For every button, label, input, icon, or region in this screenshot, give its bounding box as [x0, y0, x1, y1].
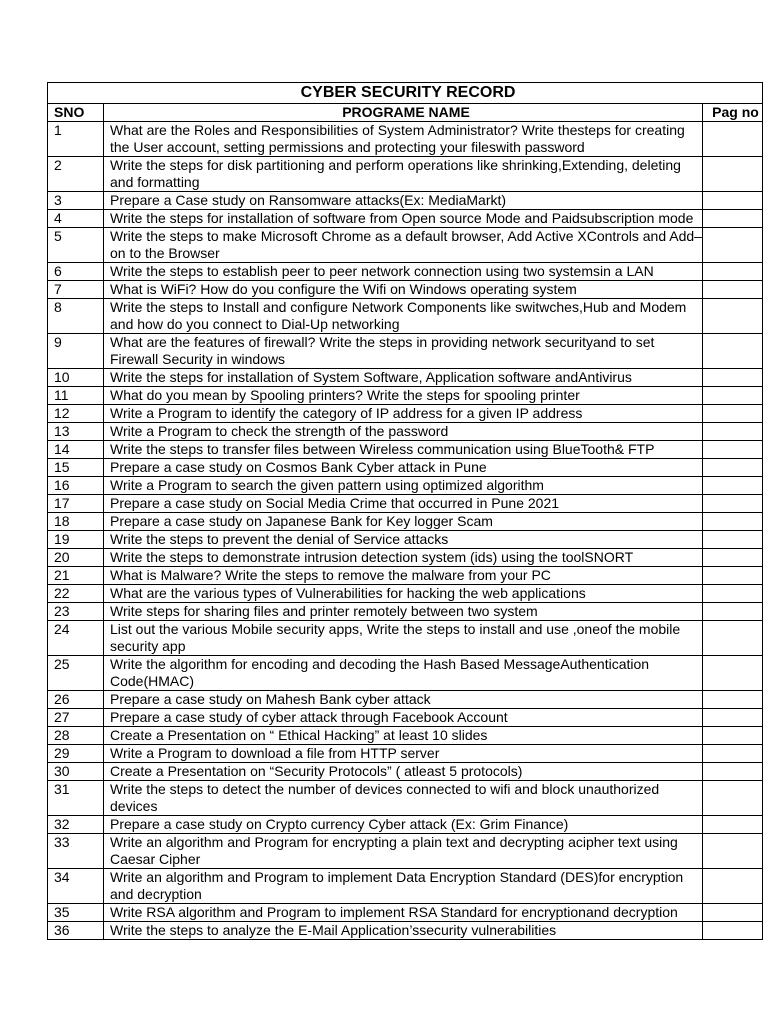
row-programe-name-cell	[104, 745, 703, 763]
row-programe-name-cell	[104, 621, 703, 656]
row-programe-name-cell	[104, 834, 703, 869]
row-programe-name-cell	[104, 387, 703, 405]
row-page-no	[703, 904, 763, 922]
row-sno: 28	[48, 727, 104, 745]
row-page-no	[703, 549, 763, 567]
row-programe-name: Prepare a case study on Mahesh Bank cyber attack	[110, 691, 431, 707]
row-programe-name: Write RSA algorithm and Program to implement RSA Standard for encryptionand decryption	[110, 904, 678, 920]
row-sno: 14	[48, 441, 104, 459]
row-programe-name-cell	[104, 781, 703, 816]
table-row	[48, 727, 763, 745]
row-page-no	[703, 781, 763, 816]
row-programe-name: Prepare a case study on Cosmos Bank Cyber attack in Pune	[110, 459, 487, 475]
row-programe-name-cell	[104, 691, 703, 709]
table-row	[48, 781, 763, 816]
row-sno: 5	[48, 228, 104, 263]
table-row	[48, 495, 763, 513]
row-sno: 16	[48, 477, 104, 495]
row-programe-name: Prepare a case study on Japanese Bank for Key logger Scam	[110, 513, 493, 529]
table-row	[48, 405, 763, 423]
table-row	[48, 904, 763, 922]
row-programe-name-cell	[104, 477, 703, 495]
row-sno: 1	[48, 122, 104, 157]
row-programe-name-cell	[104, 549, 703, 567]
row-sno: 15	[48, 459, 104, 477]
row-page-no	[703, 585, 763, 603]
row-page-no	[703, 727, 763, 745]
table-row	[48, 122, 763, 157]
row-sno: 13	[48, 423, 104, 441]
cyber-security-record-table	[47, 82, 763, 940]
row-page-no	[703, 299, 763, 334]
row-programe-name-cell	[104, 656, 703, 691]
row-page-no	[703, 459, 763, 477]
row-programe-name: Write the steps to Install and configure Network Components like switwches,Hub and Modem and how do you connect to Dial-Up networking	[110, 299, 687, 332]
row-programe-name-cell	[104, 228, 703, 263]
row-programe-name: Write the steps to transfer files between Wireless communication using BlueTooth& FTP	[110, 441, 655, 457]
row-programe-name-cell	[104, 585, 703, 603]
row-page-no	[703, 691, 763, 709]
row-programe-name-cell	[104, 459, 703, 477]
row-programe-name: Write the steps to prevent the denial of Service attacks	[110, 531, 449, 547]
row-programe-name: List out the various Mobile security apps, Write the steps to install and use ,oneof the mobile security app	[110, 621, 681, 654]
row-page-no	[703, 387, 763, 405]
row-programe-name: What do you mean by Spooling printers? Write the steps for spooling printer	[110, 387, 580, 403]
row-programe-name: Write the algorithm for encoding and decoding the Hash Based MessageAuthentication Code(HMAC)	[110, 656, 650, 689]
row-programe-name-cell	[104, 567, 703, 585]
row-programe-name-cell	[104, 495, 703, 513]
row-page-no	[703, 869, 763, 904]
row-programe-name: Write the steps for installation of System Software, Application software andAntivirus	[110, 369, 632, 385]
table-row	[48, 157, 763, 192]
table-row	[48, 423, 763, 441]
table-row	[48, 691, 763, 709]
row-page-no	[703, 621, 763, 656]
row-sno: 8	[48, 299, 104, 334]
row-programe-name-cell	[104, 513, 703, 531]
row-sno: 30	[48, 763, 104, 781]
table-row	[48, 531, 763, 549]
row-sno: 3	[48, 192, 104, 210]
row-sno: 21	[48, 567, 104, 585]
row-page-no	[703, 122, 763, 157]
row-programe-name: What are the various types of Vulnerabilities for hacking the web applications	[110, 585, 586, 601]
row-sno: 34	[48, 869, 104, 904]
row-programe-name: Write a Program to download a file from HTTP server	[110, 745, 440, 761]
row-programe-name: Write the steps to analyze the E-Mail Application’ssecurity vulnerabilities	[110, 922, 557, 938]
row-page-no	[703, 192, 763, 210]
row-sno: 26	[48, 691, 104, 709]
row-sno: 22	[48, 585, 104, 603]
row-programe-name-cell	[104, 192, 703, 210]
table-row	[48, 263, 763, 281]
row-page-no	[703, 405, 763, 423]
row-programe-name: Write the steps to make Microsoft Chrome as a default browser, Add Active XControls and Add–on to the Browser	[110, 228, 702, 261]
row-sno: 35	[48, 904, 104, 922]
row-programe-name-cell	[104, 423, 703, 441]
row-page-no	[703, 834, 763, 869]
table-row	[48, 656, 763, 691]
row-programe-name-cell	[104, 922, 703, 940]
row-programe-name: Write a Program to check the strength of the password	[110, 423, 449, 439]
row-page-no	[703, 477, 763, 495]
row-programe-name-cell	[104, 281, 703, 299]
row-sno: 36	[48, 922, 104, 940]
row-programe-name: Create a Presentation on “ Ethical Hacking” at least 10 slides	[110, 727, 488, 743]
row-sno: 7	[48, 281, 104, 299]
table-row	[48, 477, 763, 495]
row-programe-name: What is WiFi? How do you configure the Wifi on Windows operating system	[110, 281, 577, 297]
row-programe-name-cell	[104, 263, 703, 281]
row-sno: 20	[48, 549, 104, 567]
row-programe-name: Write an algorithm and Program for encrypting a plain text and decrypting acipher text using Caesar Cipher	[110, 834, 678, 867]
row-programe-name-cell	[104, 869, 703, 904]
row-programe-name: What is Malware? Write the steps to remove the malware from your PC	[110, 567, 551, 583]
row-programe-name-cell	[104, 405, 703, 423]
row-programe-name: Prepare a case study on Social Media Crime that occurred in Pune 2021	[110, 495, 560, 511]
table-row	[48, 709, 763, 727]
row-page-no	[703, 922, 763, 940]
row-page-no	[703, 334, 763, 369]
row-page-no	[703, 281, 763, 299]
row-sno: 2	[48, 157, 104, 192]
row-programe-name-cell	[104, 122, 703, 157]
table-row	[48, 334, 763, 369]
row-programe-name-cell	[104, 816, 703, 834]
row-programe-name-cell	[104, 603, 703, 621]
row-programe-name: What are the Roles and Responsibilities of System Administrator? Write thesteps for creating the User account, setting permissions and protecting your fileswith password	[110, 122, 685, 155]
row-page-no	[703, 210, 763, 228]
table-row	[48, 922, 763, 940]
row-sno: 12	[48, 405, 104, 423]
row-sno: 25	[48, 656, 104, 691]
table-row	[48, 745, 763, 763]
record-title: CYBER SECURITY RECORD	[48, 83, 763, 104]
row-programe-name-cell	[104, 299, 703, 334]
table-row	[48, 621, 763, 656]
row-programe-name: Prepare a case study on Crypto currency Cyber attack (Ex: Grim Finance)	[110, 816, 569, 832]
row-programe-name: Write the steps to demonstrate intrusion detection system (ids) using the toolSNORT	[110, 549, 634, 565]
row-sno: 11	[48, 387, 104, 405]
row-programe-name: Write the steps for disk partitioning and perform operations like shrinking,Extending, deleting and formatting	[110, 157, 681, 190]
row-page-no	[703, 603, 763, 621]
row-programe-name: Write the steps to detect the number of devices connected to wifi and block unauthorized devices	[110, 781, 660, 814]
row-programe-name-cell	[104, 904, 703, 922]
table-row	[48, 549, 763, 567]
row-programe-name-cell	[104, 210, 703, 228]
row-page-no	[703, 745, 763, 763]
table-row	[48, 441, 763, 459]
row-page-no	[703, 656, 763, 691]
row-programe-name: What are the features of firewall? Write the steps in providing network securityand to set Firewall Security in windows	[110, 334, 655, 367]
row-sno: 31	[48, 781, 104, 816]
row-sno: 4	[48, 210, 104, 228]
table-row	[48, 281, 763, 299]
table-row	[48, 567, 763, 585]
table-row	[48, 387, 763, 405]
row-programe-name-cell	[104, 441, 703, 459]
row-programe-name: Write steps for sharing files and printer remotely between two system	[110, 603, 538, 619]
row-sno: 18	[48, 513, 104, 531]
row-sno: 33	[48, 834, 104, 869]
programe-name-header: PROGRAME NAME	[104, 104, 703, 122]
row-sno: 24	[48, 621, 104, 656]
table-row	[48, 210, 763, 228]
row-sno: 10	[48, 369, 104, 387]
table-row	[48, 369, 763, 387]
row-page-no	[703, 531, 763, 549]
row-page-no	[703, 513, 763, 531]
table-row	[48, 834, 763, 869]
row-programe-name-cell	[104, 763, 703, 781]
row-page-no	[703, 763, 763, 781]
table-row	[48, 192, 763, 210]
row-sno: 17	[48, 495, 104, 513]
record-rows	[48, 122, 763, 940]
row-programe-name: Write a Program to identify the category of IP address for a given IP address	[110, 405, 583, 421]
row-sno: 27	[48, 709, 104, 727]
row-programe-name-cell	[104, 531, 703, 549]
row-page-no	[703, 816, 763, 834]
row-sno: 9	[48, 334, 104, 369]
row-programe-name-cell	[104, 369, 703, 387]
table-row	[48, 816, 763, 834]
row-sno: 6	[48, 263, 104, 281]
row-sno: 32	[48, 816, 104, 834]
row-sno: 23	[48, 603, 104, 621]
row-programe-name: Prepare a case study of cyber attack through Facebook Account	[110, 709, 508, 725]
row-programe-name: Prepare a Case study on Ransomware attacks(Ex: MediaMarkt)	[110, 192, 507, 208]
row-programe-name: Write an algorithm and Program to implement Data Encryption Standard (DES)for encryption and decryption	[110, 869, 684, 902]
table-row	[48, 459, 763, 477]
table-row	[48, 299, 763, 334]
row-page-no	[703, 369, 763, 387]
row-page-no	[703, 228, 763, 263]
row-programe-name-cell	[104, 727, 703, 745]
row-programe-name: Create a Presentation on “Security Protocols” ( atleast 5 protocols)	[110, 763, 523, 779]
row-programe-name: Write a Program to search the given pattern using optimized algorithm	[110, 477, 544, 493]
row-page-no	[703, 157, 763, 192]
row-programe-name-cell	[104, 157, 703, 192]
row-page-no	[703, 709, 763, 727]
row-page-no	[703, 263, 763, 281]
sno-header: SNO	[48, 104, 104, 122]
table-row	[48, 603, 763, 621]
row-programe-name-cell	[104, 709, 703, 727]
row-page-no	[703, 441, 763, 459]
row-programe-name: Write the steps to establish peer to peer network connection using two systemsin a LAN	[110, 263, 654, 279]
table-row	[48, 869, 763, 904]
row-programe-name-cell	[104, 334, 703, 369]
row-sno: 29	[48, 745, 104, 763]
table-row	[48, 585, 763, 603]
row-sno: 19	[48, 531, 104, 549]
table-row	[48, 513, 763, 531]
row-page-no	[703, 495, 763, 513]
row-page-no	[703, 567, 763, 585]
row-page-no	[703, 423, 763, 441]
table-row	[48, 763, 763, 781]
page-no-header: Pag no	[703, 104, 763, 122]
table-row	[48, 228, 763, 263]
row-programe-name: Write the steps for installation of software from Open source Mode and Paidsubscription mode	[110, 210, 694, 226]
